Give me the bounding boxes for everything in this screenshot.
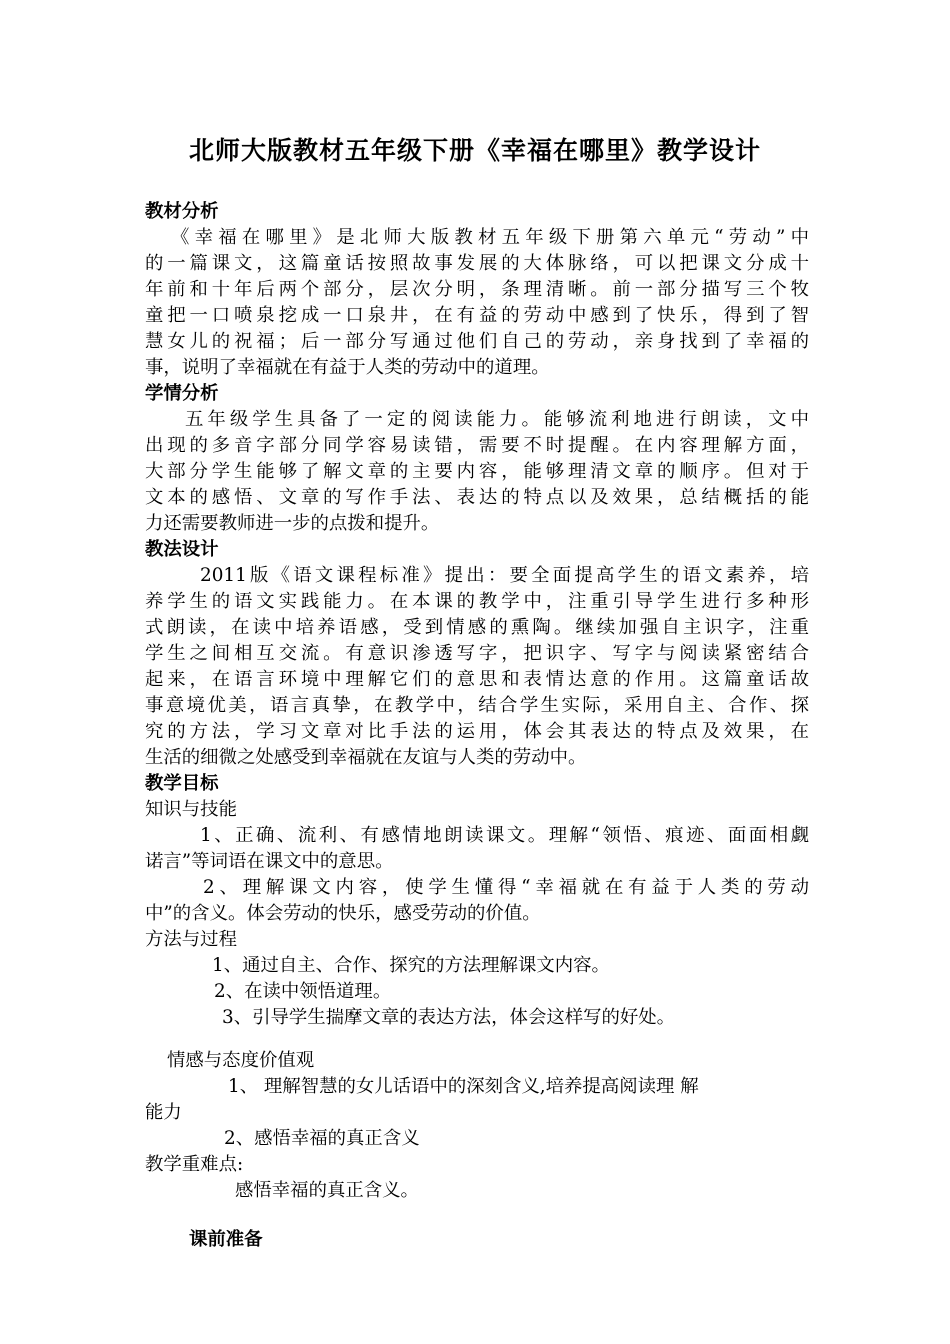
goal-item-continued: 中”的含义。体会劳动的快乐，感受劳动的价值。	[145, 903, 541, 924]
paragraph-line: 文本的感悟、文章的写作手法、表达的特点以及效果，总结概括的能	[145, 487, 809, 508]
paragraph-line: 事意境优美，语言真挚，在教学中，结合学生实际，采用自主、合作、探	[145, 695, 809, 716]
goal-item-continued: 诺言”等词语在课文中的意思。	[145, 851, 394, 872]
goal-item: 1、通过自主、合作、探究的方法理解课文内容。	[212, 955, 610, 976]
goal-item: 2、理解课文内容，使学生懂得“幸福就在有益于人类的劳动	[203, 877, 809, 898]
paragraph-line: 的一篇课文，这篇童话按照故事发展的大体脉络，可以把课文分成十	[145, 253, 809, 274]
section-heading-method: 教法设计	[145, 539, 219, 560]
goal-item: 2、在读中领悟道理。	[214, 981, 392, 1002]
page-title: 北师大版教材五年级下册《幸福在哪里》教学设计	[188, 136, 761, 165]
subheading-process: 方法与过程	[145, 929, 237, 950]
goal-item: 1、正确、流利、有感情地朗读课文。理解“领悟、痕迹、面面相觑	[200, 825, 809, 846]
paragraph-line: 养学生的语文实践能力。在本课的教学中，注重引导学生进行多种形	[145, 591, 809, 612]
paragraph-line: 年前和十年后两个部分，层次分明，条理清晰。前一部分描写三个牧	[145, 279, 809, 300]
paragraph-line: 起来，在语言环境中理解它们的意思和表情达意的作用。这篇童话故	[145, 669, 809, 690]
paragraph-line: 五年级学生具备了一定的阅读能力。能够流利地进行朗读，文中	[185, 409, 809, 430]
goal-item-continued: 能力	[145, 1102, 182, 1123]
subheading-emotion: 情感与态度价值观	[167, 1050, 315, 1071]
section-heading-prep: 课前准备	[189, 1229, 263, 1250]
paragraph-line: 出现的多音字部分同学容易读错，需要不时提醒。在内容理解方面，	[145, 435, 809, 456]
paragraph-line: 事，说明了幸福就在有益于人类的劳动中的道理。	[145, 357, 550, 378]
paragraph-line: 《幸福在哪里》是北师大版教材五年级下册第六单元“劳动”中	[171, 227, 809, 248]
paragraph-line: 式朗读，在读中培养语感，受到情感的熏陶。继续加强自主识字，注重	[145, 617, 809, 638]
goal-item: 1、 理解智慧的女儿话语中的深刻含义,培养提高阅读理 解	[228, 1076, 699, 1097]
paragraph-line: 生活的细微之处感受到幸福就在友谊与人类的劳动中。	[145, 747, 587, 768]
paragraph-line: 究的方法，学习文章对比手法的运用，体会其表达的特点及效果，在	[145, 721, 809, 742]
paragraph-line: 2011版《语文课程标准》提出：要全面提高学生的语文素养，培	[200, 565, 809, 586]
paragraph-line: 慧女儿的祝福；后一部分写通过他们自己的劳动，亲身找到了幸福的	[145, 331, 809, 352]
section-heading-goals: 教学目标	[145, 773, 219, 794]
subheading-knowledge: 知识与技能	[145, 799, 237, 820]
paragraph-line: 学生之间相互交流。有意识渗透写字，把识字、写字与阅读紧密结合	[145, 643, 809, 664]
paragraph-line: 力还需要教师进一步的点拨和提升。	[145, 513, 440, 534]
goal-item: 3、引导学生揣摩文章的表达方法，体会这样写的好处。	[222, 1007, 676, 1028]
section-heading-students: 学情分析	[145, 383, 219, 404]
section-heading-keypoints: 教学重难点:	[145, 1154, 244, 1175]
paragraph-line: 童把一口喷泉挖成一口泉井，在有益的劳动中感到了快乐，得到了智	[145, 305, 809, 326]
section-heading-material: 教材分析	[145, 201, 219, 222]
keypoints-text: 感悟幸福的真正含义。	[235, 1180, 419, 1201]
paragraph-line: 大部分学生能够了解文章的主要内容，能够理清文章的顺序。但对于	[145, 461, 809, 482]
goal-item: 2、感悟幸福的真正含义	[224, 1128, 420, 1149]
